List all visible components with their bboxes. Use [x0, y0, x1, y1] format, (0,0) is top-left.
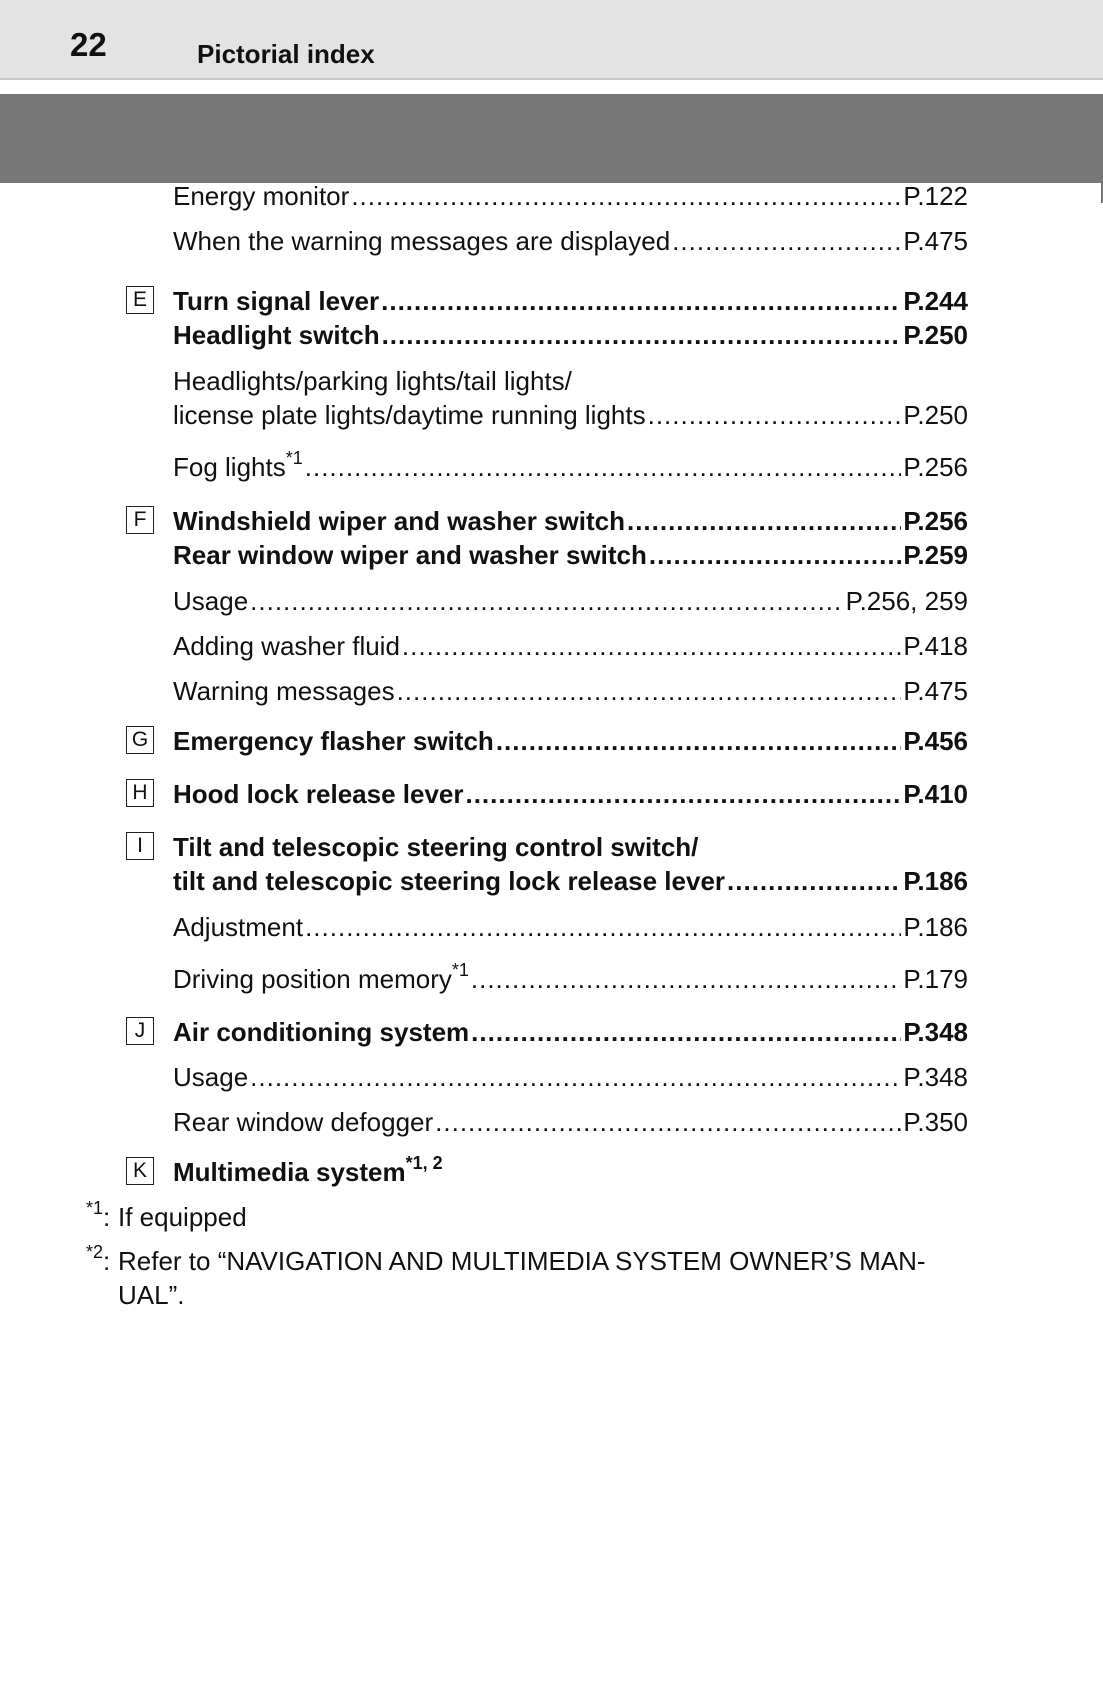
page-reference: P.250: [903, 400, 968, 430]
page-reference: P.418: [903, 631, 968, 661]
page-reference: P.456: [903, 726, 968, 756]
entry-label: When the warning messages are displayed: [173, 226, 671, 256]
entry-label: Adjustment: [173, 912, 304, 942]
page-reference: P.350: [903, 1107, 968, 1137]
footnote-ref: *1: [285, 448, 303, 468]
index-entry: [173, 962, 968, 996]
entry-label: Multimedia system: [173, 1157, 406, 1187]
dot-leader: [672, 224, 901, 258]
gray-band: [0, 94, 1103, 183]
index-entry: [173, 318, 968, 352]
index-entry: [173, 1060, 968, 1094]
footnote-mark: $^{*2}$:: [86, 1242, 111, 1276]
footnote-ref: *1: [451, 960, 469, 980]
entry-label: tilt and telescopic steering lock release lever: [173, 866, 726, 896]
page-header: [0, 0, 1103, 80]
page-reference: P.256: [903, 506, 968, 536]
item-marker-k: K: [126, 1157, 154, 1185]
item-marker-i: I: [126, 832, 154, 860]
index-entry: [173, 224, 968, 258]
entry-label: Windshield wiper and washer switch: [173, 506, 625, 536]
dot-leader: [496, 724, 902, 758]
entry-label: Usage: [173, 586, 249, 616]
footnote-text: Refer to “NAVIGATION AND MULTIMEDIA SYSTEM OWNER’S MAN-: [118, 1246, 926, 1276]
dot-leader: [351, 179, 901, 213]
index-entry: [173, 1015, 968, 1049]
entry-label: Headlight switch: [173, 320, 380, 350]
dot-leader: [381, 284, 901, 318]
entry-label: license plate lights/daytime running lights: [173, 400, 646, 430]
index-entry: [173, 584, 968, 618]
dot-leader: [402, 629, 901, 663]
entry-label: Hood lock release lever: [173, 779, 464, 809]
entry-label-line1: Tilt and telescopic steering control switch/: [173, 832, 699, 862]
item-marker-f: F: [126, 506, 154, 534]
entry-label: Usage: [173, 1062, 249, 1092]
footnote-text-continued: UAL”.: [118, 1280, 185, 1310]
index-entry: [173, 910, 968, 944]
page-number: 22: [70, 26, 107, 63]
item-marker-g: G: [126, 726, 154, 754]
index-entry: [173, 450, 968, 484]
item-marker-j: J: [126, 1017, 154, 1045]
dot-leader: [435, 1105, 901, 1139]
page-reference: P.179: [903, 964, 968, 994]
index-entry: [173, 864, 968, 898]
index-entry: [173, 284, 968, 318]
index-entry: [173, 777, 968, 811]
dot-leader: [471, 1015, 901, 1049]
index-entry: [173, 1155, 443, 1189]
page-reference: P.348: [903, 1062, 968, 1092]
entry-label: Emergency flasher switch: [173, 726, 494, 756]
entry-label: Fog lights$^{*1}$: [173, 448, 303, 482]
dot-leader: [250, 1060, 901, 1094]
index-entry: [173, 179, 968, 213]
page-reference: P.250: [903, 320, 968, 350]
entry-label: Turn signal lever: [173, 286, 380, 316]
entry-label: Rear window wiper and washer switch: [173, 540, 647, 570]
dot-leader: [305, 450, 902, 484]
dot-leader: [397, 674, 902, 708]
page-reference: P.122: [903, 181, 968, 211]
entry-label: Driving position memory$^{*1}$: [173, 960, 469, 994]
index-entry: [173, 1105, 968, 1139]
dot-leader: [627, 504, 901, 538]
entry-label: Warning messages: [173, 676, 395, 706]
dot-leader: [727, 864, 901, 898]
entry-label: Energy monitor: [173, 181, 350, 211]
entry-label-line1: Headlights/parking lights/tail lights/: [173, 366, 572, 396]
entry-label: Rear window defogger: [173, 1107, 434, 1137]
page-reference: P.186: [903, 912, 968, 942]
page-reference: P.256: [903, 452, 968, 482]
entry-label: Adding washer fluid: [173, 631, 400, 661]
index-entry: [173, 724, 968, 758]
page-reference: P.244: [903, 286, 968, 316]
page-reference: P.475: [903, 226, 968, 256]
dot-leader: [382, 318, 902, 352]
footnote-mark: $^{*1}$:: [86, 1198, 111, 1232]
dot-leader: [465, 777, 901, 811]
footnote-ref: *1, 2: [405, 1153, 443, 1173]
page-reference: P.348: [903, 1017, 968, 1047]
entry-label: Air conditioning system: [173, 1017, 470, 1047]
index-entry: [173, 629, 968, 663]
dot-leader: [305, 910, 901, 944]
index-entry: [173, 674, 968, 708]
page-reference: P.186: [903, 866, 968, 896]
dot-leader: [250, 584, 843, 618]
dot-leader: [649, 538, 902, 572]
dot-leader: [648, 398, 902, 432]
page-reference: P.410: [903, 779, 968, 809]
index-entry: [173, 398, 968, 432]
index-entry: [173, 538, 968, 572]
index-entry: [173, 504, 968, 538]
footnote-text: If equipped: [118, 1202, 247, 1232]
page-reference: P.256, 259: [845, 586, 968, 616]
item-marker-h: H: [126, 779, 154, 807]
section-title: Pictorial index: [197, 39, 375, 69]
item-marker-e: E: [126, 286, 154, 314]
page-reference: P.475: [903, 676, 968, 706]
page-reference: P.259: [903, 540, 968, 570]
dot-leader: [471, 962, 902, 996]
